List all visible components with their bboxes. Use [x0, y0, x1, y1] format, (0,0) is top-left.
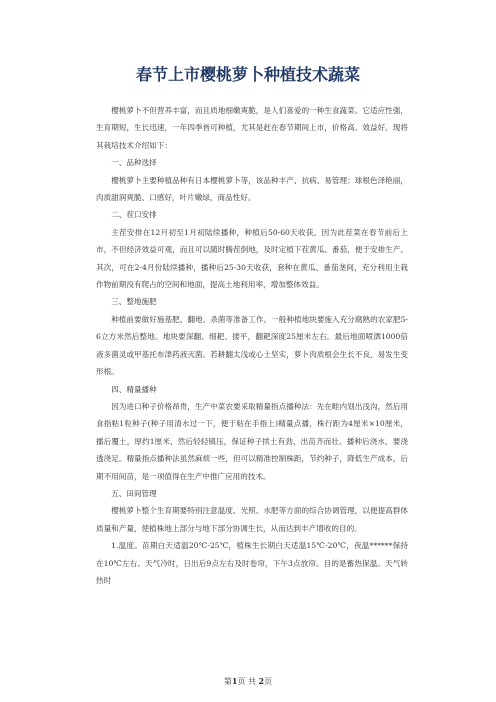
paragraph-variety: 樱桃萝卜主要种植品种有日本樱桃萝卜等，该品种丰产、抗病、易管理；球根色泽艳丽，肉质甜润爽脆、口感好，叶片嫩绿，商品性好。	[96, 175, 408, 203]
section-heading-sowing: 四、精量播种	[111, 384, 157, 394]
footer-middle: 页 共	[237, 677, 259, 686]
section-heading-variety: 一、品种选择	[111, 158, 157, 168]
paragraph-temperature: 1.温度。苗期白天适温20℃-25℃，植株生长期白天适温15℃-20℃，夜温******保持在10℃左右。天气冷时，日出后9点左右及时卷帘，下午3点放帘。目的是蓄热保温。天气转热时	[96, 541, 408, 585]
footer-prefix: 第	[223, 677, 232, 686]
page-footer	[0, 676, 496, 687]
section-heading-field-management: 五、田间管理	[111, 488, 157, 498]
document-body	[96, 102, 408, 589]
paragraph-sowing: 因为进口种子价格昂贵，生产中菜农要采取精量指点播种法：先在畦内划出浅沟，然后用食指粘1粒种子(种子用清水过一下，便于粘在手指上)精量点播，株行距为4厘米×10厘米，播后覆土，厚约1厘米，然后轻轻镇压，保证种子拱土有劲、出苗齐而壮。播种后浇水，要浇透浇足。精量指点播种法虽然麻烦一些，但可以精准控制株距，节约种子，降低生产成本，后期不用间苗，是一项值得在生产中推广应用的技术。	[96, 401, 408, 481]
paragraph-intro: 樱桃萝卜不但营养丰富，而且质地细嫩爽脆，是人们喜爱的一种生食蔬菜。它适应性强，生育期短，生长迅速，一年四季皆可种植，尤其是赶在春节期间上市，价格高、效益好。现将其栽培技术介绍如下：	[96, 106, 408, 150]
footer-total-pages: 2	[258, 676, 265, 686]
document-title: 春节上市樱桃萝卜种植技术蔬菜	[135, 65, 360, 84]
section-heading-soil-prep: 三、整地施肥	[111, 297, 157, 307]
footer-page-number: 1	[231, 676, 238, 686]
footer-suffix: 页	[264, 677, 273, 686]
paragraph-field-management: 樱桃萝卜整个生育期要特别注意温度、光照、水肥等方面的综合协调管理，以便提高群体质量和产量，使植株地上部分与地下部分协调生长，从而达到丰产增收的目的。	[96, 506, 408, 533]
paragraph-planting-schedule: 主茬安排在12月初至1月初陆续播种，种植后50-60天收获，因为此茬菜在春节前后上市，不但经济效益可观，而且可以随时腾茬倒地，及时定植下茬黄瓜、番茄，便于安排生产。其次，可在2-4月份陆续播种，播种后25-30天收获，套种在黄瓜、番茄垄间，充分利用主栽作物前期没有爬占的空间和地面，提高土地利用率，增加整体效益。	[96, 227, 408, 290]
section-heading-planting-schedule: 二、茬口安排	[111, 210, 157, 220]
paragraph-soil-prep: 种植前要做好施基肥、翻地、杀菌等准备工作。一般种植地块要施入充分腐熟的农家肥5-6立方米然后整地。地块要深翻、细耙、搂平，翻耙深度25厘米左右。最后地面喷洒1000倍液多菌灵或甲基托布津药液灭菌。若耕翻太浅或心土坚实，萝卜肉质根会生长不良，易发生变形根。	[96, 314, 408, 377]
